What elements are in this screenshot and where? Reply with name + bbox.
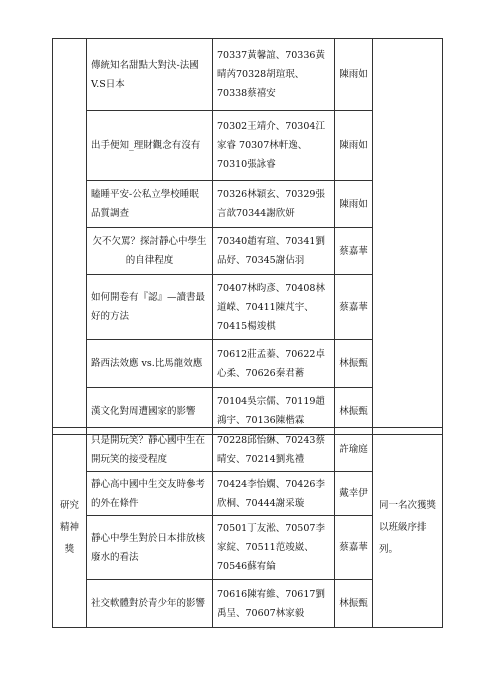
members-cell: 70340趙宥瑄、70341劉品妤、70345謝佔羽 <box>213 228 335 275</box>
members-cell: 70501丁友淞、70507李家綻、70511范竣崴、70546蘇宥綸 <box>213 516 335 580</box>
members-cell: 70337黃馨誼、70336黃晴芮70328胡瑄珉、70338蔡禧安 <box>213 39 335 111</box>
topic-cell: 欠不欠罵？探討靜心中學生的自律程度 <box>87 228 213 275</box>
teacher-cell: 林振甄 <box>335 580 373 628</box>
teacher-cell: 蔡嘉華 <box>335 228 373 275</box>
members-cell: 70407林昀彥、70408林道嵘、70411陳芃宇、70415楊竣棋 <box>213 275 335 340</box>
table-row <box>53 428 443 472</box>
members-cell: 70612莊孟蓁、70622卓心柔、70626秦君蓄 <box>213 340 335 388</box>
members-cell: 70228邱怡綝、70243蔡晴安、70214劉兆禮 <box>213 428 335 472</box>
teacher-cell: 陳雨如 <box>335 111 373 181</box>
topic-cell: 靜心高中國中生交友時參考的外在條件 <box>87 472 213 516</box>
members-cell: 70104吳宗儒、70119趙鴻宇、70136陳楷霖 <box>213 388 335 435</box>
research-spirit-award-table <box>52 427 443 628</box>
teacher-cell: 戴幸伊 <box>335 472 373 516</box>
topic-cell: 社交軟體對於青少年的影響 <box>87 580 213 628</box>
members-cell: 70616陳宥維、70617劉禹呈、70607林家毅 <box>213 580 335 628</box>
teacher-cell: 陳雨如 <box>335 39 373 111</box>
note-cell <box>373 39 443 435</box>
topic-cell: 傳統知名甜點大對決-法國V.S日本 <box>87 39 213 111</box>
topic-cell: 出手便知_理財觀念有沒有 <box>87 111 213 181</box>
members-cell: 70326林穎玄、70329張言歆70344謝欣妍 <box>213 181 335 228</box>
teacher-cell: 蔡嘉華 <box>335 516 373 580</box>
topic-cell: 如何開卷有『認』—讀書最好的方法 <box>87 275 213 340</box>
teacher-cell: 林振甄 <box>335 388 373 435</box>
table-row <box>53 39 443 111</box>
topic-cell: 瞌睡平安-公私立學校睡眠品質調查 <box>87 181 213 228</box>
award-category-cell: 研究精神獎 <box>53 428 87 628</box>
teacher-cell: 蔡嘉華 <box>335 275 373 340</box>
topic-cell: 路西法效應 vs.比馬龍效應 <box>87 340 213 388</box>
category-cell <box>53 39 87 435</box>
teacher-cell: 陳雨如 <box>335 181 373 228</box>
members-cell: 70424李怡嫻、70426李欣桐、70444謝采璇 <box>213 472 335 516</box>
award-table-continued <box>52 38 443 435</box>
teacher-cell: 林振甄 <box>335 340 373 388</box>
topic-cell: 只是開玩笑？靜心國中生在開玩笑的接受程度 <box>87 428 213 472</box>
teacher-cell: 許瑜庭 <box>335 428 373 472</box>
note-cell: 同一名次獲獎以班級序排列。 <box>373 428 443 628</box>
topic-cell: 漢文化對周遭國家的影響 <box>87 388 213 435</box>
topic-cell: 靜心中學生對於日本排放核廢水的看法 <box>87 516 213 580</box>
members-cell: 70302王靖介、70304江家睿 70307林軒逸、70310張詠睿 <box>213 111 335 181</box>
